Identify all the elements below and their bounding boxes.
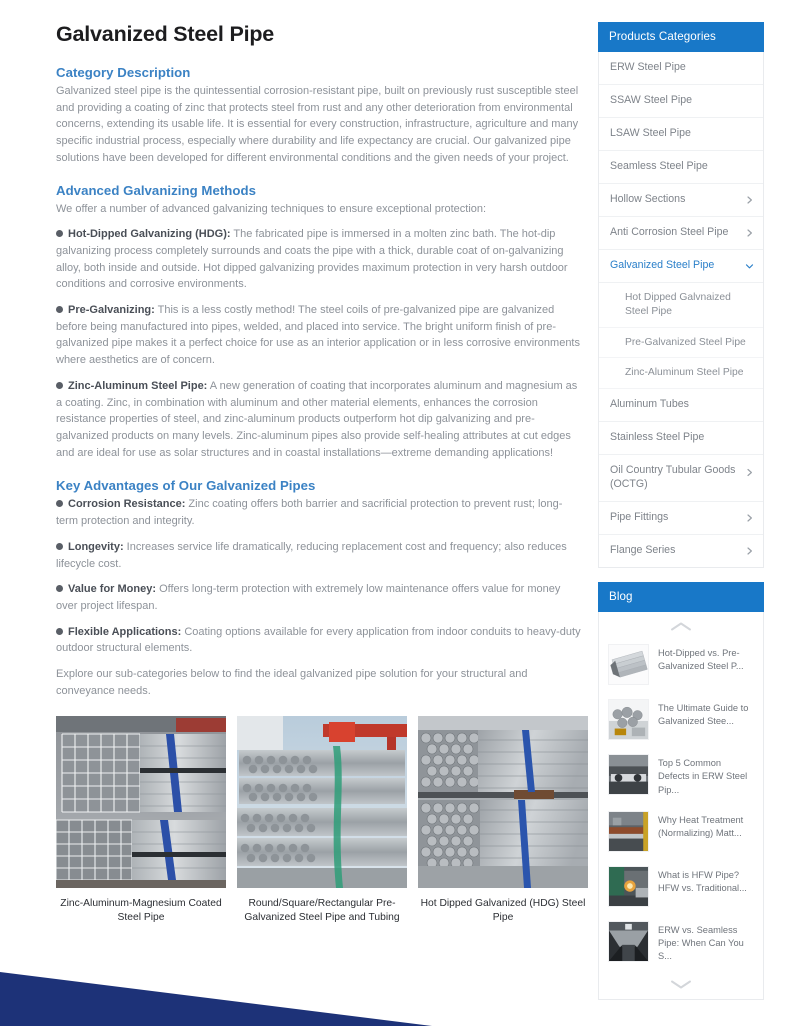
category-label: Flange Series [610,544,676,557]
advantage-text: Zinc coating offers both barrier and sacrificial protection to prevent rust; long-term protection and integrity. [56,498,563,528]
product-card[interactable] [418,716,588,925]
blog-post-title: Top 5 Common Defects in ERW Steel Pip... [658,758,748,795]
warehouse-thumb [608,921,649,962]
blog-panel [598,582,764,1000]
method-text: A new generation of coating that incorporates aluminum and magnesium as a coating. Zinc, in combination with aluminum and other material elements, enhances the corrosion resistance properties of steel, and zinc-aluminum products outperform hot dip galvanizing and pre-galvanized products on many levels. Zinc-aluminum pipes also provide self-healing attributes at cut edges and are ideal for use as solar structures and in coastal installations—extreme demanding applications! [56,379,578,459]
bullet-dot-icon [56,628,63,635]
blog-post-title: Hot-Dipped vs. Pre-Galvanized Steel P... [658,648,744,672]
blog-post-item[interactable] [599,914,763,971]
method-label: Zinc-Aluminum Steel Pipe: [68,379,208,392]
hdg-pipe-bundles-photo[interactable] [418,716,588,888]
category-label: LSAW Steel Pipe [610,126,691,139]
product-caption: Zinc-Aluminum-Magnesium Coated Steel Pipe [60,897,222,923]
advantage-text: Coating options available for every application from indoor conduits to heavy-duty outdoor structural elements. [56,625,581,655]
bullet-dot-icon [56,543,63,550]
method-bullet-pre-galvanizing [56,302,584,369]
category-label: SSAW Steel Pipe [610,93,693,106]
method-label: Hot-Dipped Galvanizing (HDG): [68,228,231,241]
subcategory-label: Zinc-Aluminum Steel Pipe [625,367,744,379]
sidebar-subitem-hot-dipped-galvanized-steel-pipe[interactable] [599,283,763,328]
chevron-right-icon [745,195,754,204]
method-label: Pre-Galvanizing: [68,303,155,316]
advantage-label: Corrosion Resistance: [68,498,186,511]
galvanized-coil-thumb [608,699,649,740]
blog-panel-title: Blog [598,582,764,612]
chevron-right-icon [745,547,754,556]
chevron-right-icon [745,468,754,477]
sidebar-item-oil-country-tubular-goods[interactable] [599,455,763,502]
category-label: ERW Steel Pipe [610,61,686,73]
category-label: Hollow Sections [610,192,686,205]
category-label: Pipe Fittings [610,511,669,524]
hfw-welding-thumb [608,866,649,907]
sidebar-item-galvanized-steel-pipe[interactable] [599,250,763,283]
subcategories-outro: Explore our sub-categories below to find the ideal galvanized pipe solution for your structural and conveyance needs. [56,668,528,697]
sidebar-item-hollow-sections[interactable] [599,184,763,217]
bullet-dot-icon [56,306,63,313]
erw-mill-thumb [608,754,649,795]
sidebar [598,22,764,1014]
blog-post-item[interactable] [599,637,763,692]
blog-scroll-up-button[interactable] [599,612,763,637]
sidebar-item-stainless-steel-pipe[interactable] [599,422,763,455]
advantage-label: Longevity: [68,540,124,553]
advantage-label: Value for Money: [68,583,157,596]
blog-post-item[interactable] [599,692,763,747]
main-content-column [56,22,594,925]
page-title: Galvanized Steel Pipe [56,22,275,46]
advantage-text: Offers long-term protection with extremely low maintenance offers value for money over project lifespan. [56,583,561,613]
sidebar-item-erw-steel-pipe[interactable] [599,52,763,85]
bullet-dot-icon [56,585,63,592]
blog-post-title: What is HFW Pipe? HFW vs. Traditional... [658,869,747,893]
products-categories-title: Products Categories [598,22,764,52]
blog-post-item[interactable] [599,859,763,914]
category-label: Aluminum Tubes [610,398,689,411]
product-caption: Round/Square/Rectangular Pre-Galvanized Steel Pipe and Tubing [244,897,400,923]
bullet-dot-icon [56,230,63,237]
galvanized-bundle-thumb [608,644,649,685]
sidebar-item-lsaw-steel-pipe[interactable] [599,118,763,151]
category-label: Stainless Steel Pipe [610,431,705,444]
sidebar-item-ssaw-steel-pipe[interactable] [599,85,763,118]
blog-post-title: The Ultimate Guide to Galvanized Stee... [658,703,749,727]
round-pipe-stacks-crane-photo[interactable] [237,716,407,888]
sidebar-item-aluminum-tubes[interactable] [599,389,763,422]
sidebar-subitem-zinc-aluminum-steel-pipe[interactable] [599,358,763,389]
blog-list [598,612,764,1000]
chevron-right-icon [745,514,754,523]
advantage-text: Increases service life dramatically, reducing replacement cost and frequency; also reduces lifecycle cost. [56,540,567,570]
subcategory-label: Pre-Galvanized Steel Pipe [625,336,746,348]
method-text: The fabricated pipe is immersed in a molten zinc bath. The hot-dip galvanizing process completely surrounds and coats the pipe with a thick, durable coat of on-galvanizing alloy, both inside and outside. Hot dipped galvanizing provides maximum protection in very harsh outdoor conditions and corrosive environments. [56,228,568,291]
bullet-dot-icon [56,500,63,507]
product-card[interactable] [237,716,407,925]
blog-post-item[interactable] [599,804,763,859]
section-heading-advanced-galvanizing-methods: Advanced Galvanizing Methods [56,183,256,199]
sidebar-item-flange-series[interactable] [599,535,763,567]
sidebar-item-anti-corrosion-steel-pipe[interactable] [599,217,763,250]
products-categories-panel [598,22,764,568]
advantage-bullet-longevity [56,539,584,572]
product-caption: Hot Dipped Galvanized (HDG) Steel Pipe [420,897,586,923]
advantage-bullet-flexible-applications [56,624,584,657]
advanced-methods-intro: We offer a number of advanced galvanizing techniques to ensure exceptional protection: [56,203,487,216]
advantage-bullet-corrosion-resistance [56,496,584,529]
blog-post-title: Why Heat Treatment (Normalizing) Matt... [658,814,744,838]
blog-post-item[interactable] [599,747,763,804]
chevron-right-icon [745,228,754,237]
sidebar-item-pipe-fittings[interactable] [599,502,763,535]
method-bullet-hdg [56,226,584,293]
subcategory-label: Hot Dipped Galvnaized Steel Pipe [625,291,731,317]
bullet-dot-icon [56,382,63,389]
product-card[interactable] [56,716,226,925]
advantage-bullet-value-for-money [56,581,584,614]
category-label: Galvanized Steel Pipe [610,258,715,271]
square-tube-bundles-photo[interactable] [56,716,226,888]
blog-post-title: ERW vs. Seamless Pipe: When Can You S... [658,924,744,962]
section-heading-key-advantages: Key Advantages of Our Galvanized Pipes [56,478,316,494]
chevron-down-icon [745,261,754,270]
method-text: This is a less costly method! The steel coils of pre-galvanized pipe are galvanized before being manufactured into pipes, welded, and placed into service. The bright uniform finish of pre-galvanized pipe makes it a perfect choice for use as an interior application or in less corrosive environments where aesthetics are of concern. [56,303,580,367]
category-description-paragraph: Galvanized steel pipe is the quintessential corrosion-resistant pipe, built on previously rust susceptible steel and providing a coating of zinc that protects steel from rust and any other deterioration from environmental concerns, extending its usable life. It is essential for every construction, infrastructure, agriculture and many specific industrial process, especially where durability and life expectancy are crucial. Our galvanized pipe solutions have been developed for different environmental conditions and the given needs of your project. [56,84,579,164]
sidebar-item-seamless-steel-pipe[interactable] [599,151,763,184]
blog-scroll-down-button[interactable] [599,970,763,995]
heat-treatment-thumb [608,811,649,852]
category-list [598,52,764,568]
advantage-label: Flexible Applications: [68,625,182,638]
method-bullet-zinc-aluminum [56,378,584,462]
chevron-down-icon [668,978,694,991]
product-image-grid [56,716,584,925]
category-label: Anti Corrosion Steel Pipe [610,225,729,238]
sidebar-subitem-pre-galvanized-steel-pipe[interactable] [599,328,763,359]
category-label: Seamless Steel Pipe [610,159,708,172]
chevron-up-icon [668,620,694,633]
section-heading-category-description: Category Description [56,64,191,80]
category-label: Oil Country Tubular Goods (OCTG) [610,464,736,491]
